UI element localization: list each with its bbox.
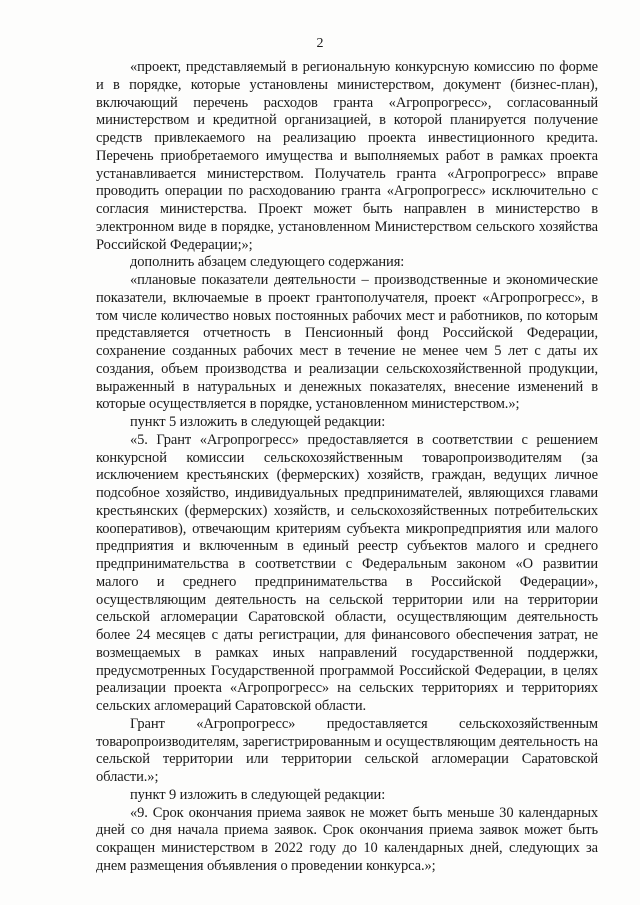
paragraph-add-clause: дополнить абзацем следующего содержания:: [130, 254, 405, 271]
paragraph-item-5-text: «5. Грант «Агропрогресс» предоставляется в соответствии с решением конкурсной комиссии сельскохозяйственным товаропроизводителям (за исключением крестьянских (фермерских) хозяйств, граждан, ведущих личное подсобное хозяйство, индивидуальных предпринимателей, являющихся главами крестьянских (фермерских) хозяйств, и сельскохозяйственных потребительских кооперативов), отвечающим критериям субъекта микропредприятия или малого предприятия и включенным в единый реестр субъектов малого и среднего предпринимательства в соответствии с Федеральным законом «О развитии малого и среднего предпринимательства в Российской Федерации», осуществляющим деятельность на сельской территории или на территории сельской агломерации Саратовской области, осуществляющим деятельность более 24 месяцев с даты регистрации, для финансового обеспечения затрат, не возмещаемых в рамках иных направлений государственной поддержки, предусмотренных Государственной программой Российской Федерации, в целях реализации проекта «Агропрогресс» на сельских территориях и территориях сельских агломераций Саратовской области.: [96, 431, 598, 714]
document-body: [96, 59, 598, 876]
paragraph-planned-indicators: «плановые показатели деятельности – производственные и экономические показатели, включаемые в проект грантополучателя, проект «Агропрогресс», в том числе количество новых постоянных рабочих мест и работников, по которым представляется отчетность в Пенсионный фонд Российской Федерации, сохранение созданных рабочих мест в течение не менее чем 5 лет с даты их создания, объем производства и реализации сельскохозяйственной продукции, выраженный в натуральных и денежных показателях, внесение изменений в которые осуществляется в порядке, установленном министерством.»;: [96, 272, 598, 413]
page-number: 2: [316, 36, 324, 51]
paragraph-item-5-intro: пункт 5 изложить в следующей редакции:: [130, 414, 386, 430]
paragraph-item-9-intro: пункт 9 изложить в следующей редакции:: [130, 786, 386, 803]
paragraph-item-9-text: «9. Срок окончания приема заявок не может быть меньше 30 календарных дней со дня начала приема заявок. Срок окончания приема заявок может быть сокращен министерством в 2022 году до 10 календарных дней, следующих за днем размещения объявления о проведении конкурса.»;: [96, 804, 598, 874]
paragraph-grant-registration: Грант «Агропрогресс» предоставляется сельскохозяйственным товаропроизводителям, зарегистрированным и осуществляющим деятельность на сельской территории или территории сельской агломерации Саратовской области.»;: [96, 715, 598, 785]
paragraph-project-definition: «проект, представляемый в региональную конкурсную комиссию по форме и в порядке, которые установлены министерством, документ (бизнес-план), включающий перечень расходов гранта «Агропрогресс», согласованный министерством и кредитной организацией, в которой планируется получение средств привлекаемого на реализацию проекта инвестиционного кредита. Перечень приобретаемого имущества и выполняемых работ в рамках проекта устанавливается министерством. Получатель гранта «Агропрогресс» вправе проводить операции по расходованию гранта «Агропрогресс» исключительно с согласия министерства. Проект может быть направлен в министерство в электронном виде в порядке, установленном Министерством сельского хозяйства Российской Федерации;»;: [96, 59, 598, 253]
